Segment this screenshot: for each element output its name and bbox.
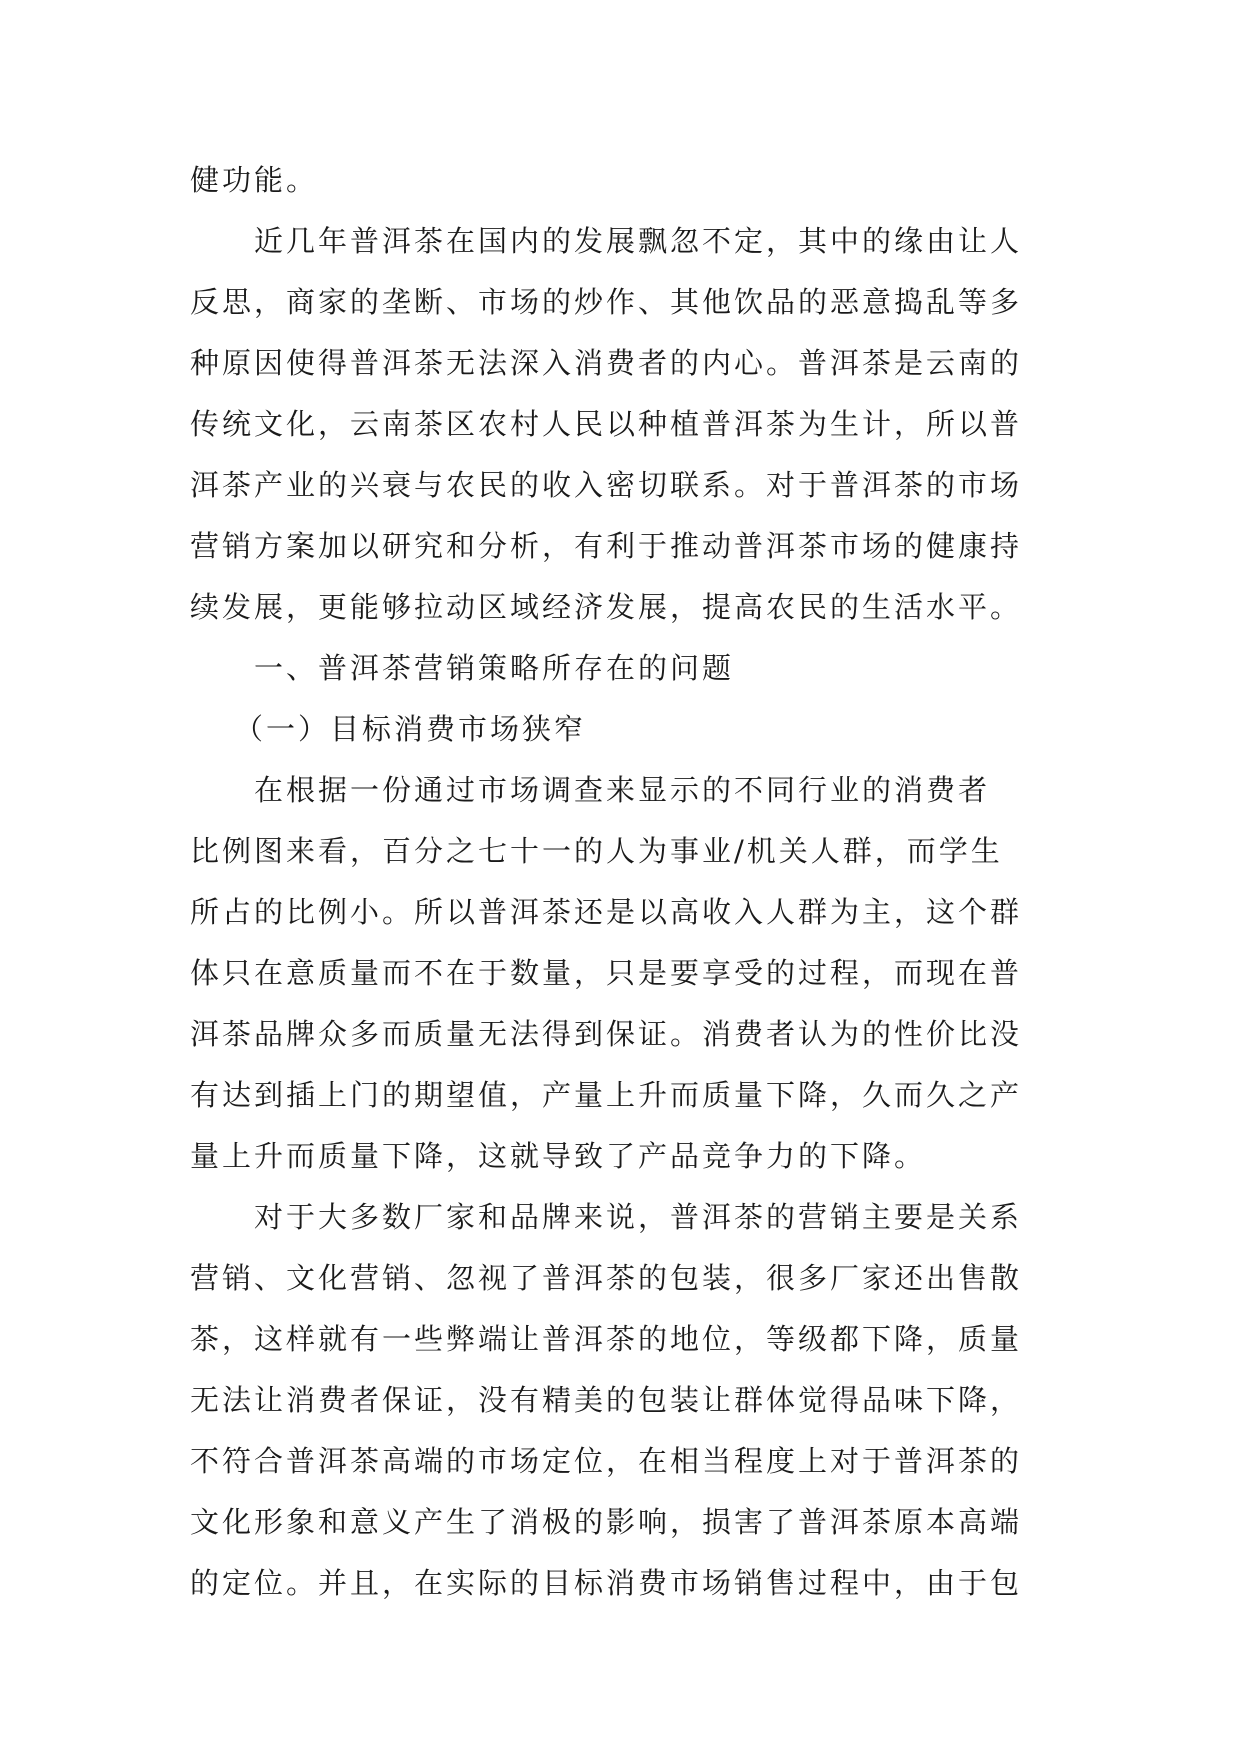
text-line: 传统文化，云南茶区农村人民以种植普洱茶为生计，所以普 [190,407,1023,441]
section-heading: 一、普洱茶营销策略所存在的问题 [254,651,735,685]
text-line: 续发展，更能够拉动区域经济发展，提高农民的生活水平。 [190,590,1023,624]
text-line: 种原因使得普洱茶无法深入消费者的内心。普洱茶是云南的 [190,346,1023,380]
text-line: 对于大多数厂家和品牌来说，普洱茶的营销主要是关系 [254,1200,1023,1234]
text-line: 反思，商家的垄断、市场的炒作、其他饮品的恶意捣乱等多 [190,285,1023,319]
text-line: 健功能。 [190,163,319,197]
text-line: 洱茶产业的兴衰与农民的收入密切联系。对于普洱茶的市场 [190,468,1023,502]
text-line: 比例图来看，百分之七十一的人为事业/机关人群，而学生 [190,834,1003,868]
text-line: 体只在意质量而不在于数量，只是要享受的过程，而现在普 [190,956,1023,990]
text-line: 营销、文化营销、忽视了普洱茶的包装，很多厂家还出售散 [190,1261,1023,1295]
text-line: 无法让消费者保证，没有精美的包装让群体觉得品味下降， [190,1383,1023,1417]
text-line: 量上升而质量下降，这就导致了产品竞争力的下降。 [190,1139,927,1173]
text-line: 在根据一份通过市场调查来显示的不同行业的消费者 [254,773,991,807]
text-line: 不符合普洱茶高端的市场定位，在相当程度上对于普洱茶的 [190,1444,1023,1478]
text-line: 文化形象和意义产生了消极的影响，损害了普洱茶原本高端 [190,1505,1023,1539]
text-line: 的定位。并且，在实际的目标消费市场销售过程中，由于包 [190,1566,1023,1600]
document-body [190,150,1070,1614]
text-line: 近几年普洱茶在国内的发展飘忽不定，其中的缘由让人 [254,224,1023,258]
text-line: 所占的比例小。所以普洱茶还是以高收入人群为主，这个群 [190,895,1023,929]
text-line: 营销方案加以研究和分析，有利于推动普洱茶市场的健康持 [190,529,1023,563]
text-line: 有达到插上门的期望值，产量上升而质量下降，久而久之产 [190,1078,1023,1112]
text-line: 洱茶品牌众多而质量无法得到保证。消费者认为的性价比没 [190,1017,1023,1051]
text-line: 茶，这样就有一些弊端让普洱茶的地位，等级都下降，质量 [190,1322,1023,1356]
subsection-heading: （一）目标消费市场狭窄 [234,712,587,746]
